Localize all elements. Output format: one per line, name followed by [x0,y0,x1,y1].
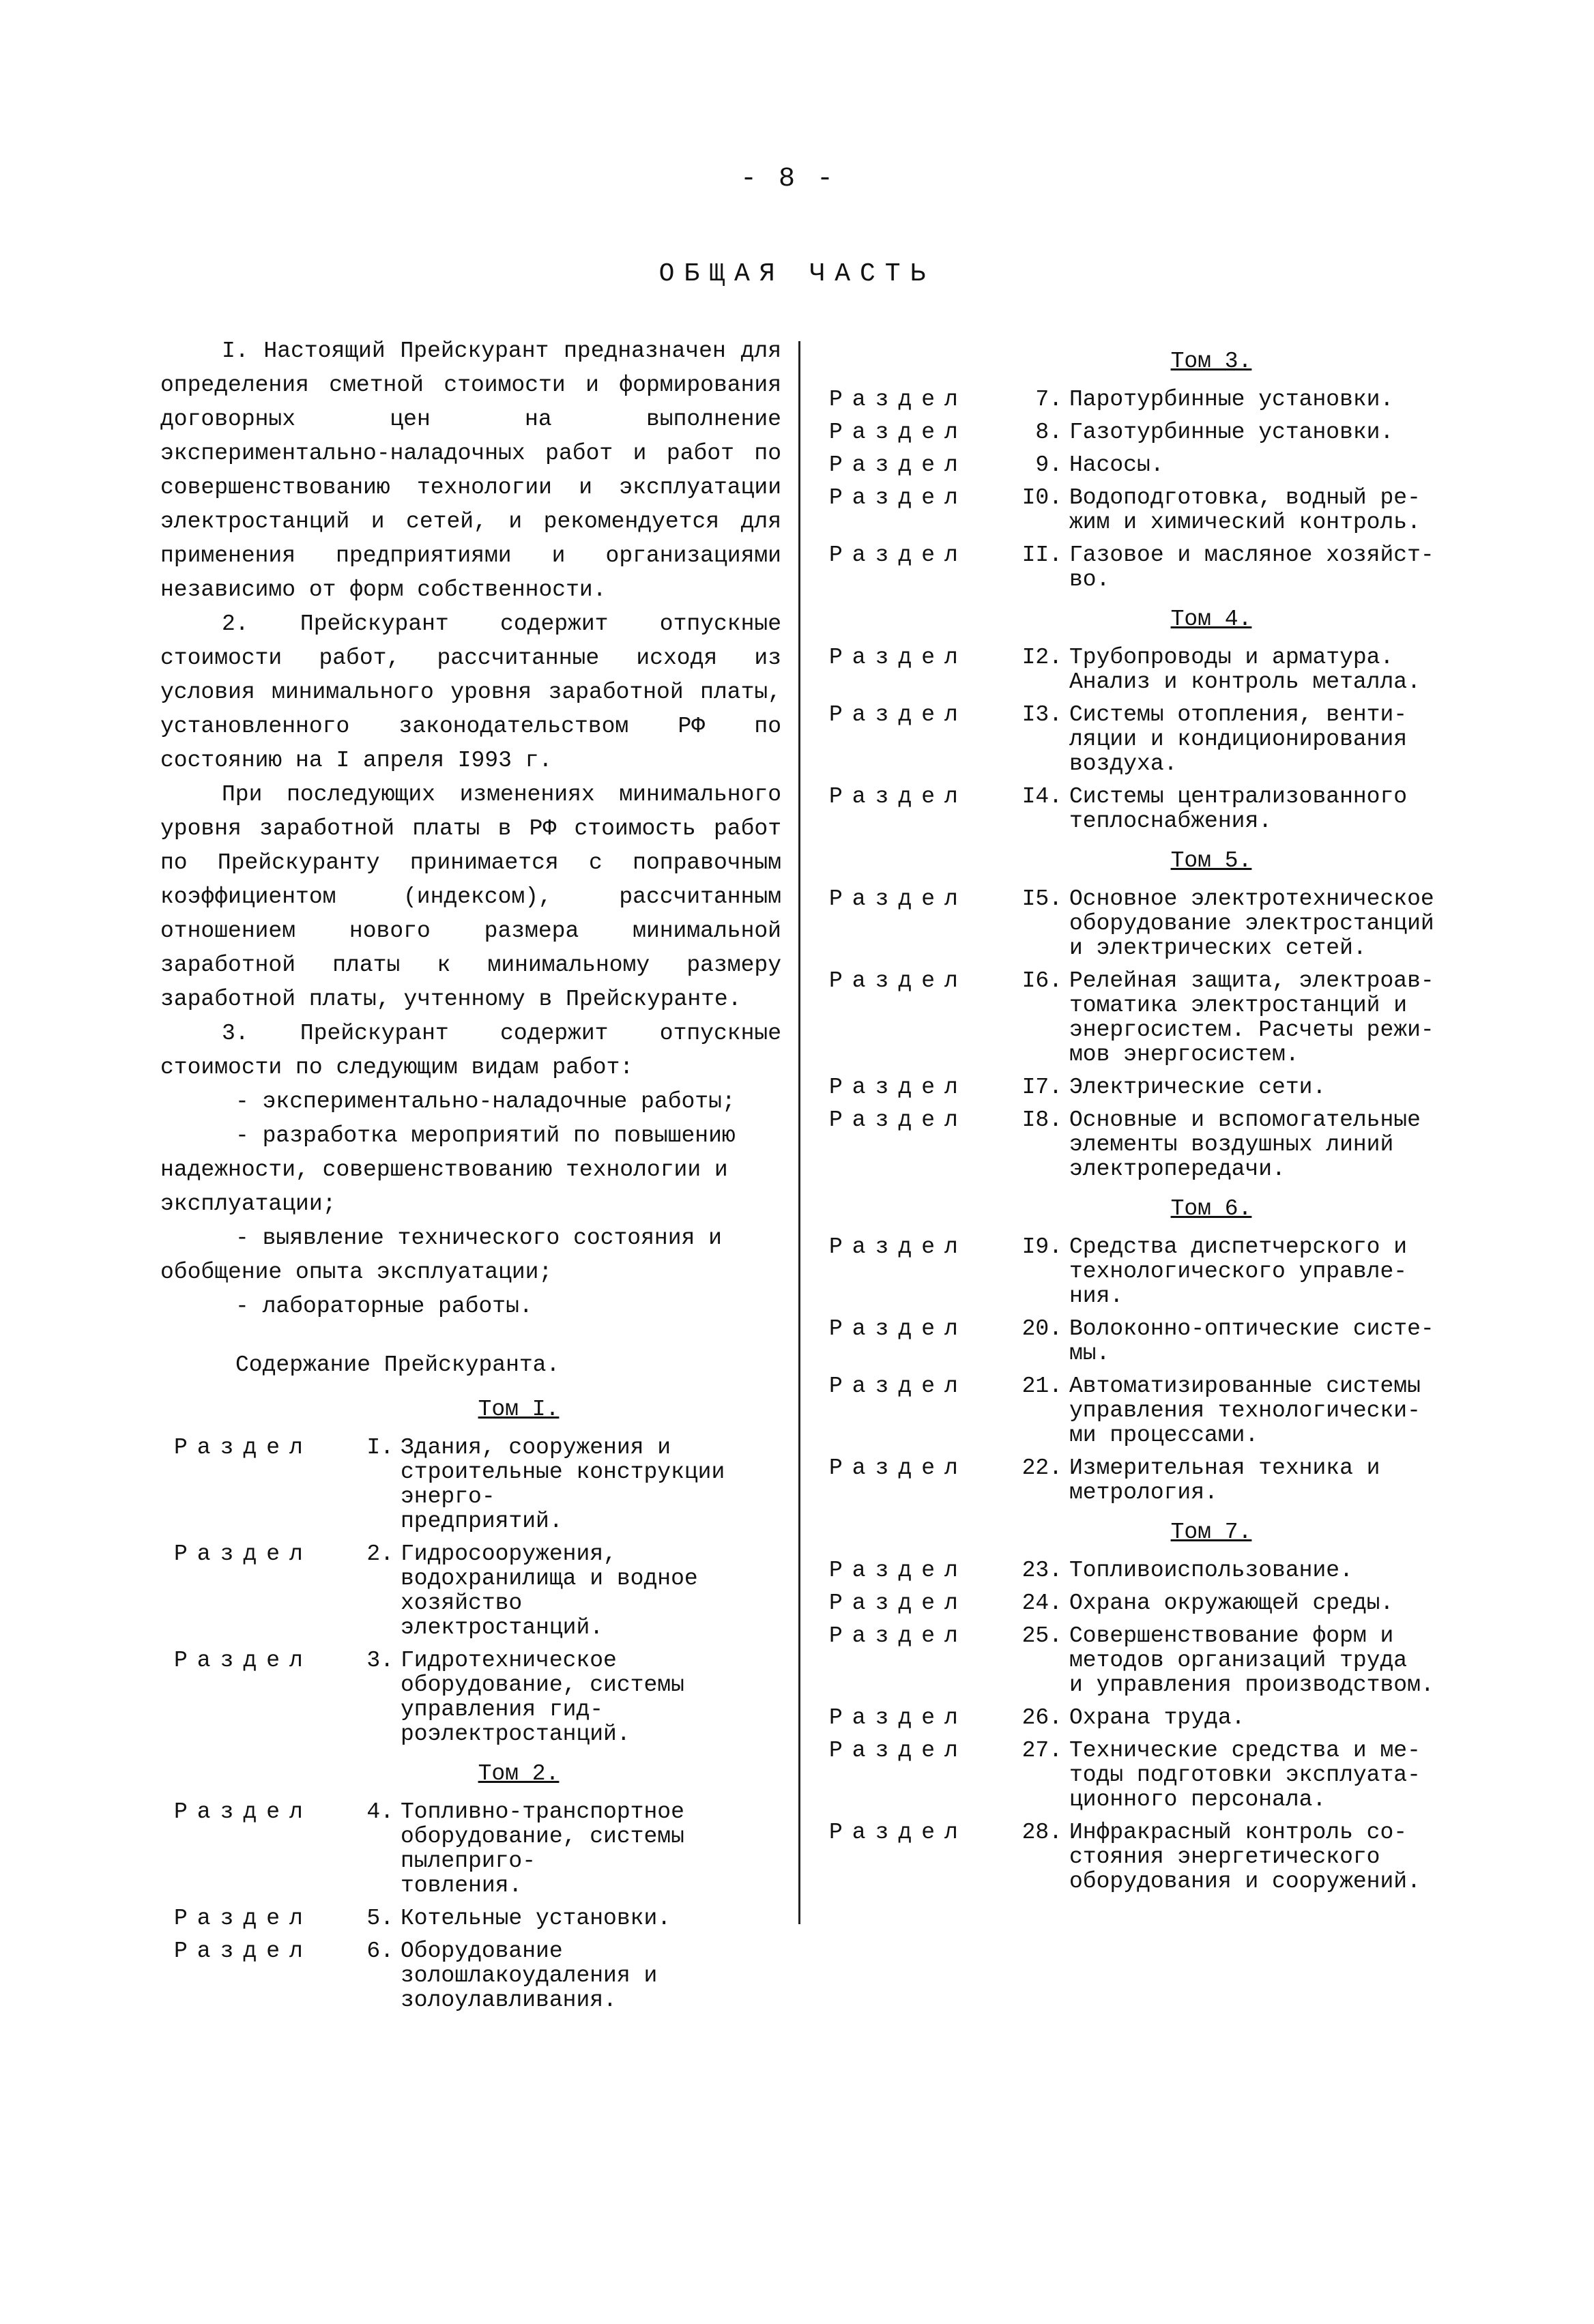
section-heading: ОБЩАЯ ЧАСТЬ [658,259,936,289]
section-title: Волоконно-оптические систе- мы. [1069,1316,1434,1366]
section-number: I7. [1021,1075,1062,1100]
section-word: Раздел [829,1316,968,1341]
section-word: Раздел [174,1648,313,1673]
toc-section [829,1317,1484,1366]
toc-section [829,1108,1484,1182]
toc-section [829,453,1484,478]
volume-title: Том 7. [1170,1520,1252,1545]
column-divider [798,341,800,1924]
paragraph-3: При последующих изменениях минимального уровня заработной платы в РФ стоимость работ по Прейскуранту принимается с поправочным коэффициентом (индексом), рассчитанным отношением нового размера минимальной заработной платы к минимальному размеру заработной платы, учтенному в Прейскуранте. [160,782,781,1012]
work-type-item: - лабораторные работы. [235,1294,533,1319]
section-title: Средства диспетчерского и технологического управле- ния. [1069,1234,1408,1309]
section-word: Раздел [829,420,968,445]
toc-section [829,388,1484,412]
section-word: Раздел [174,1938,313,1964]
toc-section [829,969,1484,1067]
toc-section [829,420,1484,445]
section-title: Газотурбинные установки. [1069,420,1394,445]
section-title: Основные и вспомогательные элементы воздушных линий электропередачи. [1069,1107,1421,1182]
section-number: I0. [1021,485,1062,510]
section-number: 20. [1021,1316,1062,1341]
section-number: 23. [1021,1558,1062,1583]
section-number: 3. [366,1648,394,1673]
section-word: Раздел [829,542,968,568]
work-type-item: - выявление технического состояния и обобщение опыта эксплуатации; [160,1225,722,1285]
section-title: Насосы. [1069,452,1164,478]
section-word: Раздел [829,1738,968,1763]
toc-section [829,1820,1484,1894]
section-word: Раздел [829,1820,968,1845]
section-title: Релейная защита, электроав- томатика электростанций и энергосистем. Расчеты режи- мов энергосистем. [1069,968,1434,1067]
section-number: 26. [1021,1705,1062,1730]
paragraph-1: I. Настоящий Прейскурант предназначен для определения сметной стоимости и формирования договорных цен на выполнение экспериментально-наладочных работ и работ по совершенствованию технологии и эксплуатации электростанций и сетей, и рекомендуется для применения предприятиями и организациями независимо от форм собственности. [160,338,781,602]
section-word: Раздел [829,1558,968,1583]
section-word: Раздел [829,1705,968,1730]
section-word: Раздел [829,1374,968,1399]
section-number: 4. [366,1799,394,1825]
section-number: 7. [1035,387,1062,412]
section-number: II. [1021,542,1062,568]
section-title: Гидротехническое оборудование, системы управления гид- роэлектростанций. [401,1648,684,1747]
volume-title: Том 3. [1170,349,1252,374]
section-title: Трубопроводы и арматура. Анализ и контроль металла. [1069,645,1421,695]
toc-section [174,1939,781,2013]
contents-title: Содержание Прейскуранта. [235,1352,560,1378]
section-word: Раздел [174,1435,313,1460]
toc-section [174,1906,781,1931]
page-number: - 8 - [740,164,837,194]
paragraph-2: 2. Прейскурант содержит отпускные стоимости работ, рассчитанные исходя из условия минимального уровня заработной платы, установленного законодательством РФ по состоянию на I апреля I993 г. [160,611,781,773]
paragraph-4: 3. Прейскурант содержит отпускные стоимости по следующим видам работ: [160,1021,781,1080]
work-types-list [160,1085,781,1324]
work-type-item: - экспериментально-наладочные работы; [235,1089,736,1114]
section-word: Раздел [829,485,968,510]
section-word: Раздел [829,645,968,670]
toc-section [174,1542,781,1640]
work-type-item: - разработка мероприятий по повышению надежности, совершенствованию технологии и эксплуатации; [160,1123,736,1217]
section-number: I3. [1021,702,1062,727]
toc-section [174,1436,781,1534]
section-number: I2. [1021,645,1062,670]
section-number: 21. [1021,1374,1062,1399]
toc-section [829,703,1484,776]
contents-left [174,1395,781,2013]
section-word: Раздел [829,387,968,412]
toc-section [829,486,1484,535]
section-number: 22. [1021,1455,1062,1481]
section-number: I9. [1021,1234,1062,1260]
section-word: Раздел [174,1906,313,1931]
section-number: 2. [366,1541,394,1567]
toc-section [829,1374,1484,1448]
toc-section [174,1648,781,1747]
section-number: 5. [366,1906,394,1931]
volume-title: Том I. [478,1397,560,1422]
toc-section [829,543,1484,592]
toc-section [829,1706,1484,1730]
section-title: Оборудование золошлакоудаления и золоулавливания. [401,1938,658,2013]
section-word: Раздел [829,1455,968,1481]
section-number: 6. [366,1938,394,1964]
section-title: Измерительная техника и метрология. [1069,1455,1380,1505]
section-number: I5. [1021,886,1062,912]
toc-section [829,645,1484,695]
section-title: Инфракрасный контроль со- стояния энергетического оборудования и сооружений. [1069,1820,1421,1894]
section-title: Системы централизованного теплоснабжения. [1069,784,1408,834]
section-number: 27. [1021,1738,1062,1763]
section-word: Раздел [829,784,968,809]
toc-section [829,1235,1484,1309]
section-title: Технические средства и ме- тоды подготовки эксплуата- ционного персонала. [1069,1738,1421,1812]
section-word: Раздел [829,1591,968,1616]
section-word: Раздел [829,1623,968,1648]
section-word: Раздел [829,1075,968,1100]
toc-section [829,1591,1484,1616]
section-word: Раздел [829,702,968,727]
section-title: Охрана труда. [1069,1705,1245,1730]
section-title: Водоподготовка, водный ре- жим и химический контроль. [1069,485,1421,535]
section-number: 24. [1021,1591,1062,1616]
toc-section [829,1739,1484,1812]
toc-section [829,1558,1484,1583]
section-number: 28. [1021,1820,1062,1845]
toc-section [174,1800,781,1898]
section-number: I8. [1021,1107,1062,1133]
left-column [160,334,781,2021]
section-title: Электрические сети. [1069,1075,1327,1100]
section-number: 9. [1035,452,1062,478]
toc-section [829,1075,1484,1100]
section-title: Совершенствование форм и методов организаций труда и управления производством. [1069,1623,1434,1698]
section-title: Котельные установки. [401,1906,671,1931]
section-title: Системы отопления, венти- ляции и кондиционирования воздуха. [1069,702,1408,776]
section-title: Основное электротехническое оборудование электростанций и электрических сетей. [1069,886,1434,961]
section-word: Раздел [829,452,968,478]
section-title: Здания, сооружения и строительные конструкции энерго- предприятий. [401,1435,725,1534]
volume-title: Том 5. [1170,848,1252,873]
section-title: Топливно-транспортное оборудование, системы пылеприго- товления. [401,1799,684,1898]
section-title: Автоматизированные системы управления технологически- ми процессами. [1069,1374,1421,1448]
section-number: I4. [1021,784,1062,809]
section-title: Газовое и масляное хозяйст- во. [1069,542,1434,592]
contents-right [829,334,1484,1902]
section-title: Паротурбинные установки. [1069,387,1394,412]
section-word: Раздел [829,1234,968,1260]
volume-title: Том 2. [478,1761,560,1786]
toc-section [829,1456,1484,1505]
volume-title: Том 4. [1170,607,1252,632]
section-word: Раздел [174,1799,313,1825]
toc-section [829,887,1484,961]
section-word: Раздел [829,1107,968,1133]
section-number: I6. [1021,968,1062,993]
section-title: Охрана окружающей среды. [1069,1591,1394,1616]
toc-section [829,1624,1484,1698]
section-number: I. [366,1435,394,1460]
section-title: Гидросооружения, водохранилища и водное хозяйство электростанций. [401,1541,698,1640]
toc-section [829,785,1484,834]
section-word: Раздел [829,968,968,993]
section-number: 25. [1021,1623,1062,1648]
section-word: Раздел [174,1541,313,1567]
volume-title: Том 6. [1170,1196,1252,1221]
section-word: Раздел [829,886,968,912]
section-number: 8. [1035,420,1062,445]
section-title: Топливоиспользование. [1069,1558,1353,1583]
